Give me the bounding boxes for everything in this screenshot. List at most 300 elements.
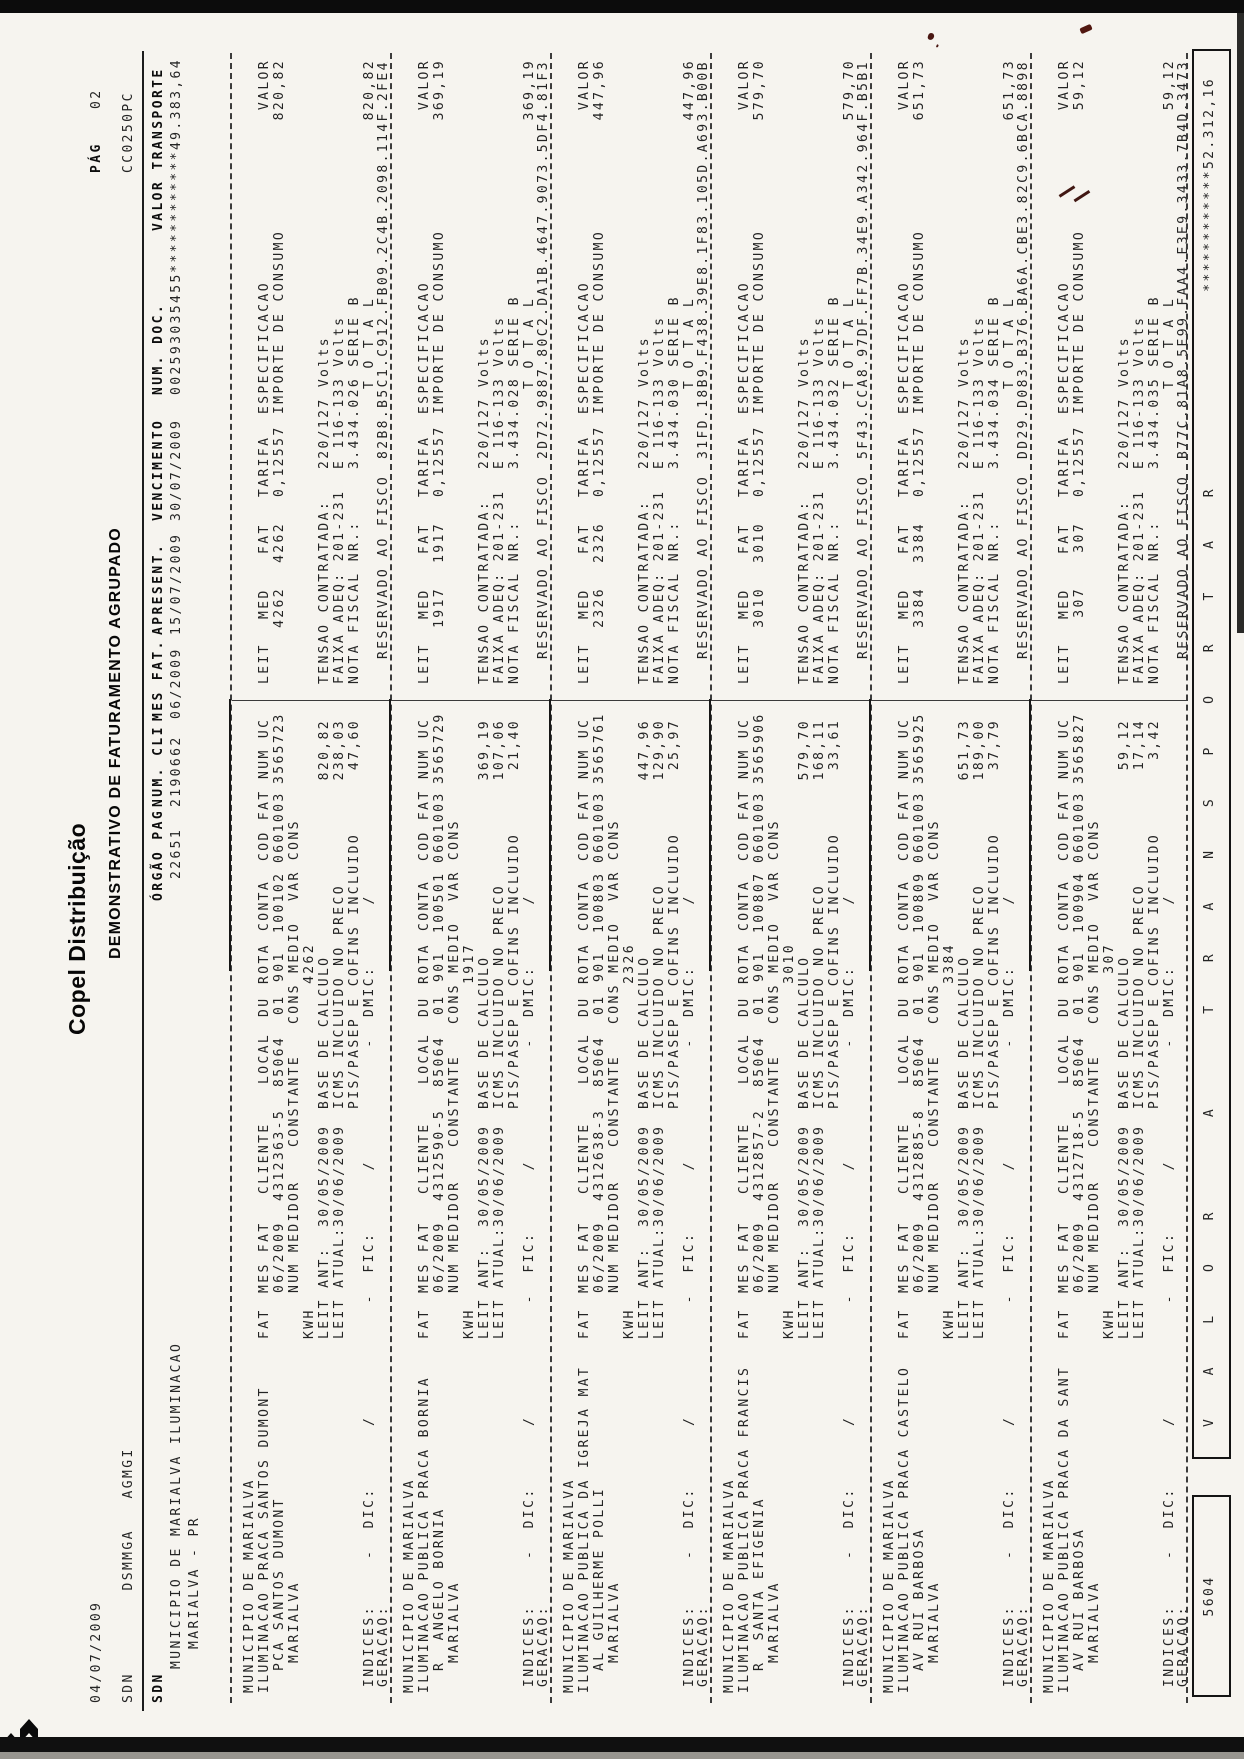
field-icms: 189,00 [972, 719, 987, 781]
label-du: DU [577, 996, 592, 1017]
field-local: 85064 [592, 1035, 607, 1087]
label-local: LOCAL [897, 1032, 912, 1084]
label-importe: IMPORTE DE CONSUMO [752, 229, 767, 414]
scan-edge-right [1237, 13, 1244, 633]
field-pis: 21,40 [507, 719, 522, 771]
label-cons-medio: CONS MEDIO [287, 921, 302, 1024]
label-cons-medio: CONS MEDIO [1087, 921, 1102, 1024]
label-icms: ICMS INCLUIDO NO PRECO [1132, 884, 1147, 1109]
label-mes-fat: MES FAT [1057, 1221, 1072, 1293]
field-leit-atual: 30/06/2009 [1132, 1124, 1147, 1227]
label-geracao: GERACAO: [696, 1605, 711, 1687]
label-conta: CONTA [577, 879, 592, 931]
field-endereco: AV RUI BARBOSA [912, 1527, 927, 1671]
label-mes-fat: MES FAT [577, 1221, 592, 1293]
label-base-calculo: BASE DE CALCULO [317, 955, 332, 1109]
field-rota: 901 [1072, 951, 1087, 982]
field-cons-medio: 1917 [462, 943, 477, 984]
label-fat2: FAT [1057, 523, 1072, 554]
label-var-cons: VAR CONS [1087, 819, 1102, 901]
scan-edge-top [0, 0, 1244, 13]
field-med: 307 [1072, 587, 1087, 618]
field-cidade: MARIALVA [607, 1581, 622, 1663]
label-fat2: FAT [737, 523, 752, 554]
label-mes-fat: MES FAT [737, 1221, 752, 1293]
field-rota: 901 [272, 951, 287, 982]
label-fat: FAT [257, 1308, 272, 1339]
label-nota-fiscal: NOTA FISCAL NR.: [827, 520, 842, 684]
field-icms: 129,90 [652, 719, 667, 781]
label-conta: CONTA [257, 879, 272, 931]
field-tarifa: 0,12557 [752, 425, 767, 497]
col-valor-transporte: VALOR TRANSPORTE [151, 67, 166, 231]
label-valor: VALOR [577, 59, 592, 111]
label-reservado-fisco: RESERVADO AO FISCO [1176, 474, 1191, 659]
field-tensao: 220/127 Volts [477, 336, 492, 469]
field-du: 01 [752, 994, 767, 1015]
label-reservado-fisco: RESERVADO AO FISCO [536, 474, 551, 659]
label-conta: CONTA [1057, 879, 1072, 931]
label-num-medidor: NUM MEDIDOR [1087, 1180, 1102, 1293]
label-du: DU [417, 996, 432, 1017]
field-cod-fat: 0601003 [432, 791, 447, 863]
field-tarifa: 0,12557 [432, 425, 447, 497]
field-municipio: MUNICIPIO DE MARIALVA [722, 1478, 737, 1693]
label-tensao: TENSAO CONTRATADA: [477, 499, 492, 684]
scan-edge-bottom-gray [0, 1752, 1244, 1759]
label-geracao: GERACAO: [536, 1605, 551, 1687]
field-nota-fiscal: 3.434.035 SERIE B [1147, 295, 1162, 469]
label-reservado-fisco: RESERVADO AO FISCO [696, 474, 711, 659]
field-total: 579,70 [842, 59, 857, 121]
field-leit-ant: 30/05/2009 [477, 1124, 492, 1227]
label-especificacao: ESPECIFICACAO [737, 281, 752, 414]
label-conta: CONTA [897, 879, 912, 931]
label-geracao: GERACAO: [1176, 1605, 1191, 1687]
label-leit-ant: LEIT ANT: [1117, 1246, 1132, 1339]
field-descricao: ILUMINACAO PUBLICA PRACA CASTELO [897, 1365, 912, 1693]
label-rota: ROTA [257, 943, 272, 984]
label-var-cons: VAR CONS [927, 819, 942, 901]
field-leit-atual: 30/06/2009 [492, 1124, 507, 1227]
label-faixa: FAIXA ADEQ: 201-231 [972, 489, 987, 684]
label-faixa: FAIXA ADEQ: 201-231 [1132, 489, 1147, 684]
field-base: 579,70 [797, 719, 812, 781]
label-du: DU [897, 996, 912, 1017]
label-fat: FAT [577, 1308, 592, 1339]
label-rota: ROTA [897, 943, 912, 984]
field-cons-medio: 307 [1102, 943, 1117, 974]
field-fat: 4262 [272, 522, 287, 563]
block-separator-solid [229, 699, 231, 971]
label-num-medidor: NUM MEDIDOR [607, 1180, 622, 1293]
label-constante: CONSTANTE [447, 1054, 462, 1147]
label-cons-medio: CONS MEDIO [927, 921, 942, 1024]
field-du: 01 [592, 994, 607, 1015]
field-mes-fat: 06/2009 [912, 1221, 927, 1293]
field-endereco: AV RUI BARBOSA [1072, 1527, 1087, 1671]
orgao-pag-value: 22651 [169, 827, 184, 879]
col-sdn: SDN [151, 1672, 166, 1703]
label-fat: FAT [417, 1308, 432, 1339]
label-pis: PIS/PASEP E COFINS INCLUIDO [827, 832, 842, 1109]
label-tarifa: TARIFA [737, 435, 752, 497]
field-icms: 168,11 [812, 719, 827, 781]
label-med: MED [897, 588, 912, 619]
field-total: 59,12 [1162, 59, 1177, 111]
field-total: 820,82 [362, 59, 377, 121]
field-leit-atual: 30/06/2009 [332, 1124, 347, 1227]
label-kwh: KWH [622, 1308, 637, 1339]
block-separator-solid [869, 699, 871, 971]
field-fisco-code: 2D72.9887.80C2.DA1B.4647.9073.5DF4.81F3 [536, 60, 551, 459]
label-indices: INDICES: [1162, 1605, 1177, 1687]
carry-forward-amount: ************52.312,16 [1202, 77, 1217, 292]
label-num-uc: NUM UC [737, 717, 752, 779]
field-icms: 17,14 [1132, 719, 1147, 771]
field-cidade: MARIALVA [767, 1581, 782, 1663]
col-vencimento: VENCIMENTO [151, 418, 166, 521]
field-valor: 59,12 [1072, 59, 1087, 111]
col-mes-fat: MES FAT. [151, 639, 166, 721]
pag-label: PÁG [89, 142, 104, 173]
label-med: MED [577, 588, 592, 619]
field-tensao: 220/127 Volts [957, 336, 972, 469]
label-total: T O T A L [1002, 296, 1017, 389]
billing-block [870, 0, 1030, 1759]
field-local: 85064 [432, 1035, 447, 1087]
field-leit-atual: 30/06/2009 [812, 1124, 827, 1227]
label-var-cons: VAR CONS [447, 819, 462, 901]
valor-transporte-value: ************49.383,64 [169, 58, 184, 273]
label-leit-ant: LEIT ANT: [637, 1246, 652, 1339]
field-tensao: 220/127 Volts [1117, 336, 1132, 469]
field-fisco-code: DD29.D083.B376.BA6A.CBE3.82C9.6BCA.8898 [1016, 60, 1031, 459]
label-geracao: GERACAO: [1016, 1605, 1031, 1687]
label-reservado-fisco: RESERVADO AO FISCO [1016, 474, 1031, 659]
field-cliente: 4312638-3 [592, 1108, 607, 1201]
field-mes-fat: 06/2009 [1072, 1221, 1087, 1293]
field-tensao: 220/127 Volts [797, 336, 812, 469]
client-name: MUNICIPIO DE MARIALVA ILUMINACAO [169, 1341, 184, 1669]
num-cli-value: 2190662 [169, 735, 184, 807]
label-pis: PIS/PASEP E COFINS INCLUIDO [667, 832, 682, 1109]
field-cidade: MARIALVA [447, 1581, 462, 1663]
field-tensao: 220/127 Volts [637, 336, 652, 469]
billing-block [1030, 0, 1190, 1759]
field-conta: 100809 [912, 871, 927, 933]
field-local: 85064 [752, 1035, 767, 1087]
apresent-value: 15/07/2009 [169, 532, 184, 635]
label-reservado-fisco: RESERVADO AO FISCO [856, 474, 871, 659]
col-orgao-pag: ÓRGÃO PAG [151, 808, 166, 901]
label-tarifa: TARIFA [1057, 435, 1072, 497]
label-cliente: CLIENTE [257, 1122, 272, 1194]
field-descricao: ILUMINACAO PUBLICA PRACA BORNIA [417, 1375, 432, 1693]
field-med: 2326 [592, 587, 607, 628]
form-number-box [1192, 1495, 1231, 1697]
label-constante: CONSTANTE [767, 1054, 782, 1147]
label-leit: LEIT [417, 643, 432, 684]
label-mes-fat: MES FAT [897, 1221, 912, 1293]
billing-block [710, 0, 870, 1759]
label-leit-atual: LEIT ATUAL: [492, 1226, 507, 1339]
block-separator-solid [1029, 699, 1031, 971]
label-icms: ICMS INCLUIDO NO PRECO [332, 884, 347, 1109]
label-kwh: KWH [942, 1308, 957, 1339]
label-valor: VALOR [257, 59, 272, 111]
label-num-medidor: NUM MEDIDOR [927, 1180, 942, 1293]
field-fisco-code: 5F43.CCA8.97DF.FF7B.34E9.A342.964F.B5B1 [856, 60, 871, 459]
label-base-calculo: BASE DE CALCULO [1117, 955, 1132, 1109]
field-local: 85064 [1072, 1035, 1087, 1087]
carry-forward-box [1192, 49, 1231, 1459]
field-mes-fat: 06/2009 [272, 1221, 287, 1293]
billing-block [390, 0, 550, 1759]
label-num-uc: NUM UC [577, 717, 592, 779]
label-especificacao: ESPECIFICACAO [1057, 281, 1072, 414]
label-icms: ICMS INCLUIDO NO PRECO [972, 884, 987, 1109]
label-indices: INDICES: [682, 1605, 697, 1687]
label-cod-fat: COD FAT [737, 789, 752, 861]
label-cod-fat: COD FAT [897, 789, 912, 861]
field-cod-fat: 0601003 [592, 791, 607, 863]
label-rota: ROTA [737, 943, 752, 984]
field-du: 01 [912, 994, 927, 1015]
field-num-uc: 3565906 [752, 712, 767, 784]
label-local: LOCAL [577, 1032, 592, 1084]
field-nota-fiscal: 3.434.028 SERIE B [507, 295, 522, 469]
col-apresent: APRESENT. [151, 542, 166, 635]
field-total: 447,96 [682, 59, 697, 121]
label-leit-atual: LEIT ATUAL: [812, 1226, 827, 1339]
label-med: MED [417, 588, 432, 619]
brand-name: Copel Distribuição [64, 822, 90, 1035]
label-mes-fat: MES FAT [257, 1221, 272, 1293]
block-separator-solid [549, 699, 551, 971]
client-city: MARIALVA - PR [187, 1516, 202, 1649]
label-cliente: CLIENTE [897, 1122, 912, 1194]
field-total: 651,73 [1002, 59, 1017, 121]
field-valor: 651,73 [912, 59, 927, 121]
label-geracao: GERACAO: [856, 1605, 871, 1687]
label-indices: INDICES: [842, 1605, 857, 1687]
label-local: LOCAL [257, 1032, 272, 1084]
field-cons-medio: 3384 [942, 943, 957, 984]
label-leit-ant: LEIT ANT: [797, 1246, 812, 1339]
label-leit: LEIT [897, 643, 912, 684]
label-tensao: TENSAO CONTRATADA: [1117, 499, 1132, 684]
label-pis: PIS/PASEP E COFINS INCLUIDO [1147, 832, 1162, 1109]
label-cod-fat: COD FAT [577, 789, 592, 861]
label-cons-medio: CONS MEDIO [447, 921, 462, 1024]
label-num-uc: NUM UC [417, 717, 432, 779]
field-fat: 3384 [912, 522, 927, 563]
field-mes-fat: 06/2009 [432, 1221, 447, 1293]
field-fat: 3010 [752, 522, 767, 563]
field-num-uc: 3565761 [592, 712, 607, 784]
num-doc-value: 002593035455 [169, 272, 184, 395]
label-kwh: KWH [782, 1308, 797, 1339]
label-cod-fat: COD FAT [417, 789, 432, 861]
label-rota: ROTA [577, 943, 592, 984]
label-faixa: FAIXA ADEQ: 201-231 [812, 489, 827, 684]
field-base: 447,96 [637, 719, 652, 781]
label-med: MED [737, 588, 752, 619]
label-fat2: FAT [257, 523, 272, 554]
label-kwh: KWH [462, 1308, 477, 1339]
field-municipio: MUNICIPIO DE MARIALVA [882, 1478, 897, 1693]
label-fat: FAT [737, 1308, 752, 1339]
vencimento-value: 30/07/2009 [169, 418, 184, 521]
carry-forward-label: V A L O R A T R A N S P O R T A R [1202, 471, 1217, 1427]
field-total: 369,19 [522, 59, 537, 121]
field-mes-fat: 06/2009 [752, 1221, 767, 1293]
field-indices-line: - DIC: / - FIC: / - DMIC: / [522, 894, 537, 1559]
field-conta: 100501 [432, 871, 447, 933]
label-indices: INDICES: [522, 1605, 537, 1687]
field-descricao: ILUMINACAO PUBLICA PRACA FRANCIS [737, 1365, 752, 1693]
label-constante: CONSTANTE [287, 1054, 302, 1147]
field-du: 01 [432, 994, 447, 1015]
field-rota: 901 [752, 951, 767, 982]
label-num-uc: NUM UC [1057, 717, 1072, 779]
field-num-uc: 3565925 [912, 712, 927, 784]
field-indices-line: - DIC: / - FIC: / - DMIC: / [1002, 894, 1017, 1559]
field-local: 85064 [912, 1035, 927, 1087]
label-importe: IMPORTE DE CONSUMO [432, 229, 447, 414]
field-pis: 37,79 [987, 719, 1002, 771]
label-tarifa: TARIFA [577, 435, 592, 497]
field-leit-ant: 30/05/2009 [1117, 1124, 1132, 1227]
label-cliente: CLIENTE [1057, 1122, 1072, 1194]
label-local: LOCAL [1057, 1032, 1072, 1084]
label-leit-ant: LEIT ANT: [317, 1246, 332, 1339]
field-conta: 100904 [1072, 871, 1087, 933]
label-leit-ant: LEIT ANT: [477, 1246, 492, 1339]
label-tarifa: TARIFA [257, 435, 272, 497]
field-cliente: 4312363-5 [272, 1108, 287, 1201]
field-municipio: MUNICIPIO DE MARIALVA [1042, 1478, 1057, 1693]
field-local: 85064 [272, 1035, 287, 1087]
field-municipio: MUNICIPIO DE MARIALVA [402, 1478, 417, 1693]
field-du: 01 [272, 994, 287, 1015]
field-cons-medio: 4262 [302, 943, 317, 984]
label-local: LOCAL [737, 1032, 752, 1084]
field-base: 369,19 [477, 719, 492, 781]
report-date: 04/07/2009 [89, 1600, 104, 1703]
billing-block [550, 0, 710, 1759]
label-faixa: FAIXA ADEQ: 201-231 [492, 489, 507, 684]
field-rota: 901 [912, 951, 927, 982]
label-rota: ROTA [417, 943, 432, 984]
label-leit-atual: LEIT ATUAL: [652, 1226, 667, 1339]
field-nota-fiscal: 3.434.032 SERIE B [827, 295, 842, 469]
label-num-uc: NUM UC [257, 717, 272, 779]
label-cod-fat: COD FAT [257, 789, 272, 861]
label-especificacao: ESPECIFICACAO [257, 281, 272, 414]
field-valor: 579,70 [752, 59, 767, 121]
label-tensao: TENSAO CONTRATADA: [797, 499, 812, 684]
field-icms: 238,03 [332, 719, 347, 781]
field-cod-fat: 0601003 [752, 791, 767, 863]
label-icms: ICMS INCLUIDO NO PRECO [812, 884, 827, 1109]
label-mes-fat: MES FAT [417, 1221, 432, 1293]
col-num-cli: NUM. CLI [151, 725, 166, 807]
label-total: T O T A L [362, 296, 377, 389]
pag-value: 02 [89, 88, 104, 109]
label-pis: PIS/PASEP E COFINS INCLUIDO [987, 832, 1002, 1109]
field-tarifa: 0,12557 [1072, 425, 1087, 497]
field-leit-atual: 30/06/2009 [652, 1124, 667, 1227]
field-tarifa: 0,12557 [912, 425, 927, 497]
label-base-calculo: BASE DE CALCULO [797, 955, 812, 1109]
label-rota: ROTA [1057, 943, 1072, 984]
form-number: 5604 [1202, 1575, 1217, 1617]
label-var-cons: VAR CONS [767, 819, 782, 901]
label-nota-fiscal: NOTA FISCAL NR.: [1147, 520, 1162, 684]
block-separator-solid [389, 699, 391, 971]
label-cliente: CLIENTE [417, 1122, 432, 1194]
field-cidade: MARIALVA [287, 1581, 302, 1663]
label-cliente: CLIENTE [577, 1122, 592, 1194]
field-municipio: MUNICIPIO DE MARIALVA [562, 1478, 577, 1693]
field-fisco-code: 82B8.B5C1.C912.FB09.2C4B.2098.114F.2FE4 [376, 60, 391, 459]
label-leit-ant: LEIT ANT: [957, 1246, 972, 1339]
field-med: 4262 [272, 587, 287, 628]
label-valor: VALOR [417, 59, 432, 111]
field-med: 3010 [752, 587, 767, 628]
label-du: DU [737, 996, 752, 1017]
label-cod-fat: COD FAT [1057, 789, 1072, 861]
label-total: T O T A L [682, 296, 697, 389]
field-valor: 447,96 [592, 59, 607, 121]
label-tensao: TENSAO CONTRATADA: [637, 499, 652, 684]
label-nota-fiscal: NOTA FISCAL NR.: [987, 520, 1002, 684]
label-indices: INDICES: [1002, 1605, 1017, 1687]
label-nota-fiscal: NOTA FISCAL NR.: [667, 520, 682, 684]
label-med: MED [1057, 588, 1072, 619]
field-cod-fat: 0601003 [272, 791, 287, 863]
label-conta: CONTA [737, 879, 752, 931]
label-faixa: FAIXA ADEQ: 201-231 [652, 489, 667, 684]
field-nota-fiscal: 3.434.030 SERIE B [667, 295, 682, 469]
field-faixa: E 116-133 Volts [1132, 315, 1147, 469]
field-conta: 100807 [752, 871, 767, 933]
label-icms: ICMS INCLUIDO NO PRECO [652, 884, 667, 1109]
label-kwh: KWH [302, 1308, 317, 1339]
field-tarifa: 0,12557 [592, 425, 607, 497]
label-cliente: CLIENTE [737, 1122, 752, 1194]
label-num-medidor: NUM MEDIDOR [447, 1180, 462, 1293]
field-cidade: MARIALVA [1087, 1581, 1102, 1663]
label-base-calculo: BASE DE CALCULO [957, 955, 972, 1109]
field-base: 59,12 [1117, 719, 1132, 771]
field-tarifa: 0,12557 [272, 425, 287, 497]
label-du: DU [1057, 996, 1072, 1017]
label-tarifa: TARIFA [897, 435, 912, 497]
field-descricao: ILUMINACAO PUBLICA PRACA DA SANT [1057, 1365, 1072, 1693]
field-faixa: E 116-133 Volts [492, 315, 507, 469]
label-icms: ICMS INCLUIDO NO PRECO [492, 884, 507, 1109]
field-endereco: AL GUILHERME POLLI [592, 1486, 607, 1671]
field-leit-atual: 30/06/2009 [972, 1124, 987, 1227]
label-especificacao: ESPECIFICACAO [577, 281, 592, 414]
field-pis: 33,61 [827, 719, 842, 771]
label-leit: LEIT [1057, 643, 1072, 684]
field-faixa: E 116-133 Volts [652, 315, 667, 469]
field-med: 1917 [432, 587, 447, 628]
